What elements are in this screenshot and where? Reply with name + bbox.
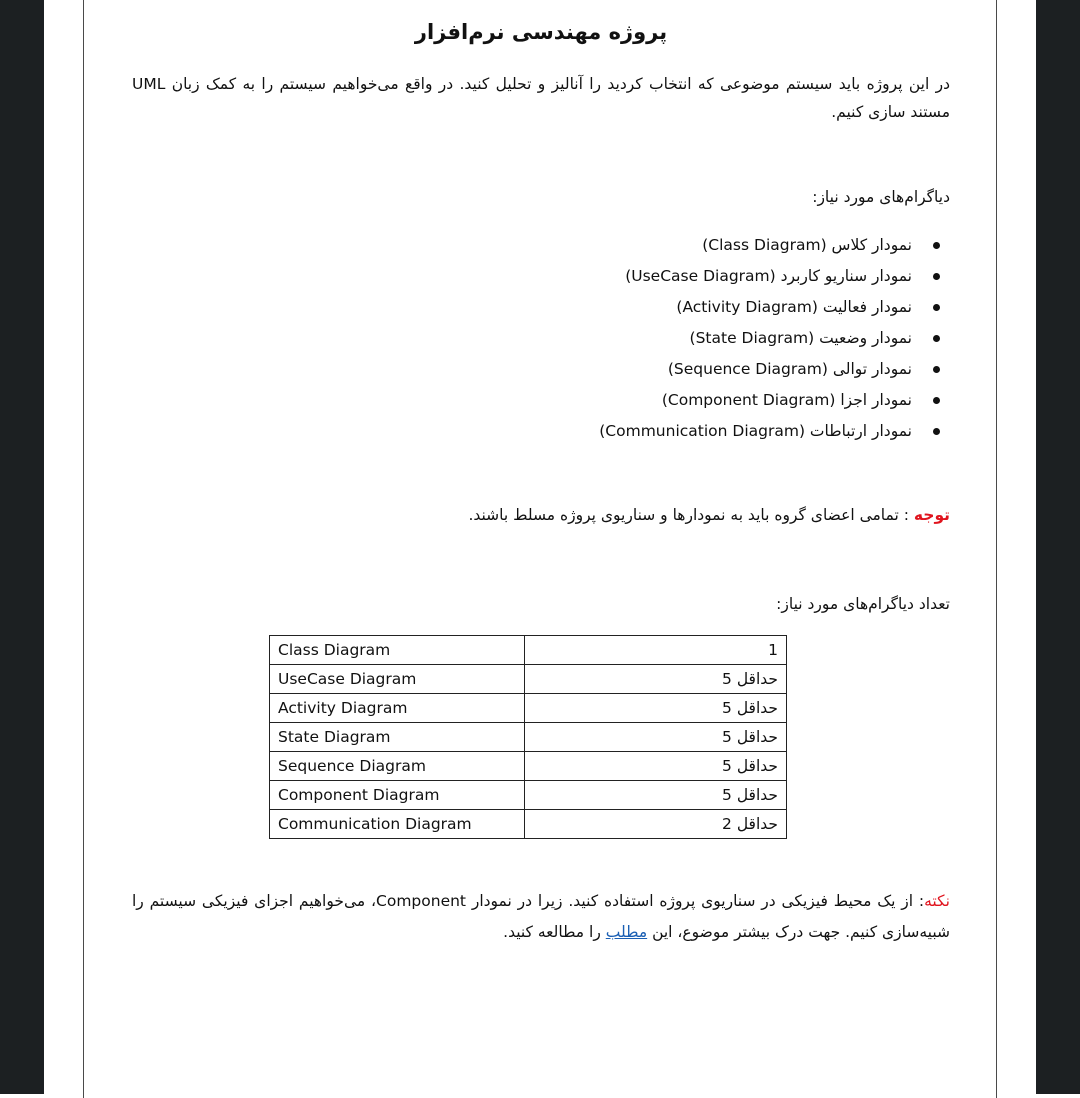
- diagram-name-cell: Sequence Diagram: [270, 752, 525, 781]
- list-item: نمودار وضعیت (State Diagram): [599, 323, 912, 354]
- list-item: نمودار اجزا (Component Diagram): [599, 385, 912, 416]
- article-link[interactable]: مطلب: [605, 923, 648, 941]
- list-item: نمودار فعالیت (Activity Diagram): [599, 292, 912, 323]
- table-row: [270, 636, 787, 665]
- intro-paragraph: در این پروژه باید سیستم موضوعی که انتخاب کردید را آنالیز و تحلیل کنید. در واقع می‌خواهیم سیستم را به کمک زبان UML مستند سازی کنیم.: [132, 75, 950, 121]
- diagram-name-cell: Class Diagram: [270, 636, 525, 665]
- diagram-name-cell: Communication Diagram: [270, 810, 525, 839]
- diagram-count-cell: حداقل 5: [525, 723, 787, 752]
- count-heading: تعداد دیاگرام‌های مورد نیاز:: [776, 595, 950, 613]
- bullet-icon: [933, 242, 940, 249]
- diagram-count-cell: 1: [525, 636, 787, 665]
- diagram-name-cell: Component Diagram: [270, 781, 525, 810]
- diagram-count-cell: حداقل 5: [525, 752, 787, 781]
- diagram-count-cell: حداقل 2: [525, 810, 787, 839]
- hint-text: : از یک محیط فیزیکی در سناریوی پروژه استفاده کنید. زیرا در نمودار Component، می‌خواهیم اجزای فیزیکی سیستم را شبیه‌سازی کنیم. جهت درک بیشتر موضوع، این: [132, 892, 950, 941]
- diagram-count-cell: حداقل 5: [525, 665, 787, 694]
- table-row: [270, 665, 787, 694]
- table-row: [270, 810, 787, 839]
- list-item: نمودار سناریو کاربرد (UseCase Diagram): [599, 261, 912, 292]
- hint-paragraph: [132, 886, 950, 948]
- bullet-icon: [933, 366, 940, 373]
- diagram-count-table: [269, 635, 787, 839]
- diagram-count-cell: حداقل 5: [525, 781, 787, 810]
- diagram-name-cell: State Diagram: [270, 723, 525, 752]
- hint-text-end: را مطالعه کنید.: [503, 923, 606, 941]
- attention-label: توجه: [913, 506, 950, 524]
- table-row: [270, 781, 787, 810]
- bullet-icon: [933, 397, 940, 404]
- table-row: [270, 752, 787, 781]
- document-page: [83, 0, 997, 1098]
- attention-note: [132, 506, 950, 524]
- table-row: [270, 723, 787, 752]
- document-title: پروژه مهندسی نرم‌افزار: [414, 20, 668, 44]
- list-item: نمودار ارتباطات (Communication Diagram): [599, 416, 912, 447]
- bullet-icon: [933, 304, 940, 311]
- table-row: [270, 694, 787, 723]
- diagram-count-cell: حداقل 5: [525, 694, 787, 723]
- diagram-name-cell: Activity Diagram: [270, 694, 525, 723]
- list-item: نمودار کلاس (Class Diagram): [599, 230, 912, 261]
- viewer-background-right: [1036, 0, 1080, 1094]
- hint-label: نکته: [924, 892, 950, 910]
- diagrams-heading: دیاگرام‌های مورد نیاز:: [812, 188, 950, 206]
- diagram-name-cell: UseCase Diagram: [270, 665, 525, 694]
- list-item: نمودار توالی (Sequence Diagram): [599, 354, 912, 385]
- viewer-background-left: [0, 0, 44, 1094]
- attention-text: : تمامی اعضای گروه باید به نمودارها و سناریوی پروژه مسلط باشند.: [468, 506, 914, 524]
- bullet-icon: [933, 273, 940, 280]
- diagram-list: [599, 230, 950, 447]
- bullet-icon: [933, 428, 940, 435]
- bullet-icon: [933, 335, 940, 342]
